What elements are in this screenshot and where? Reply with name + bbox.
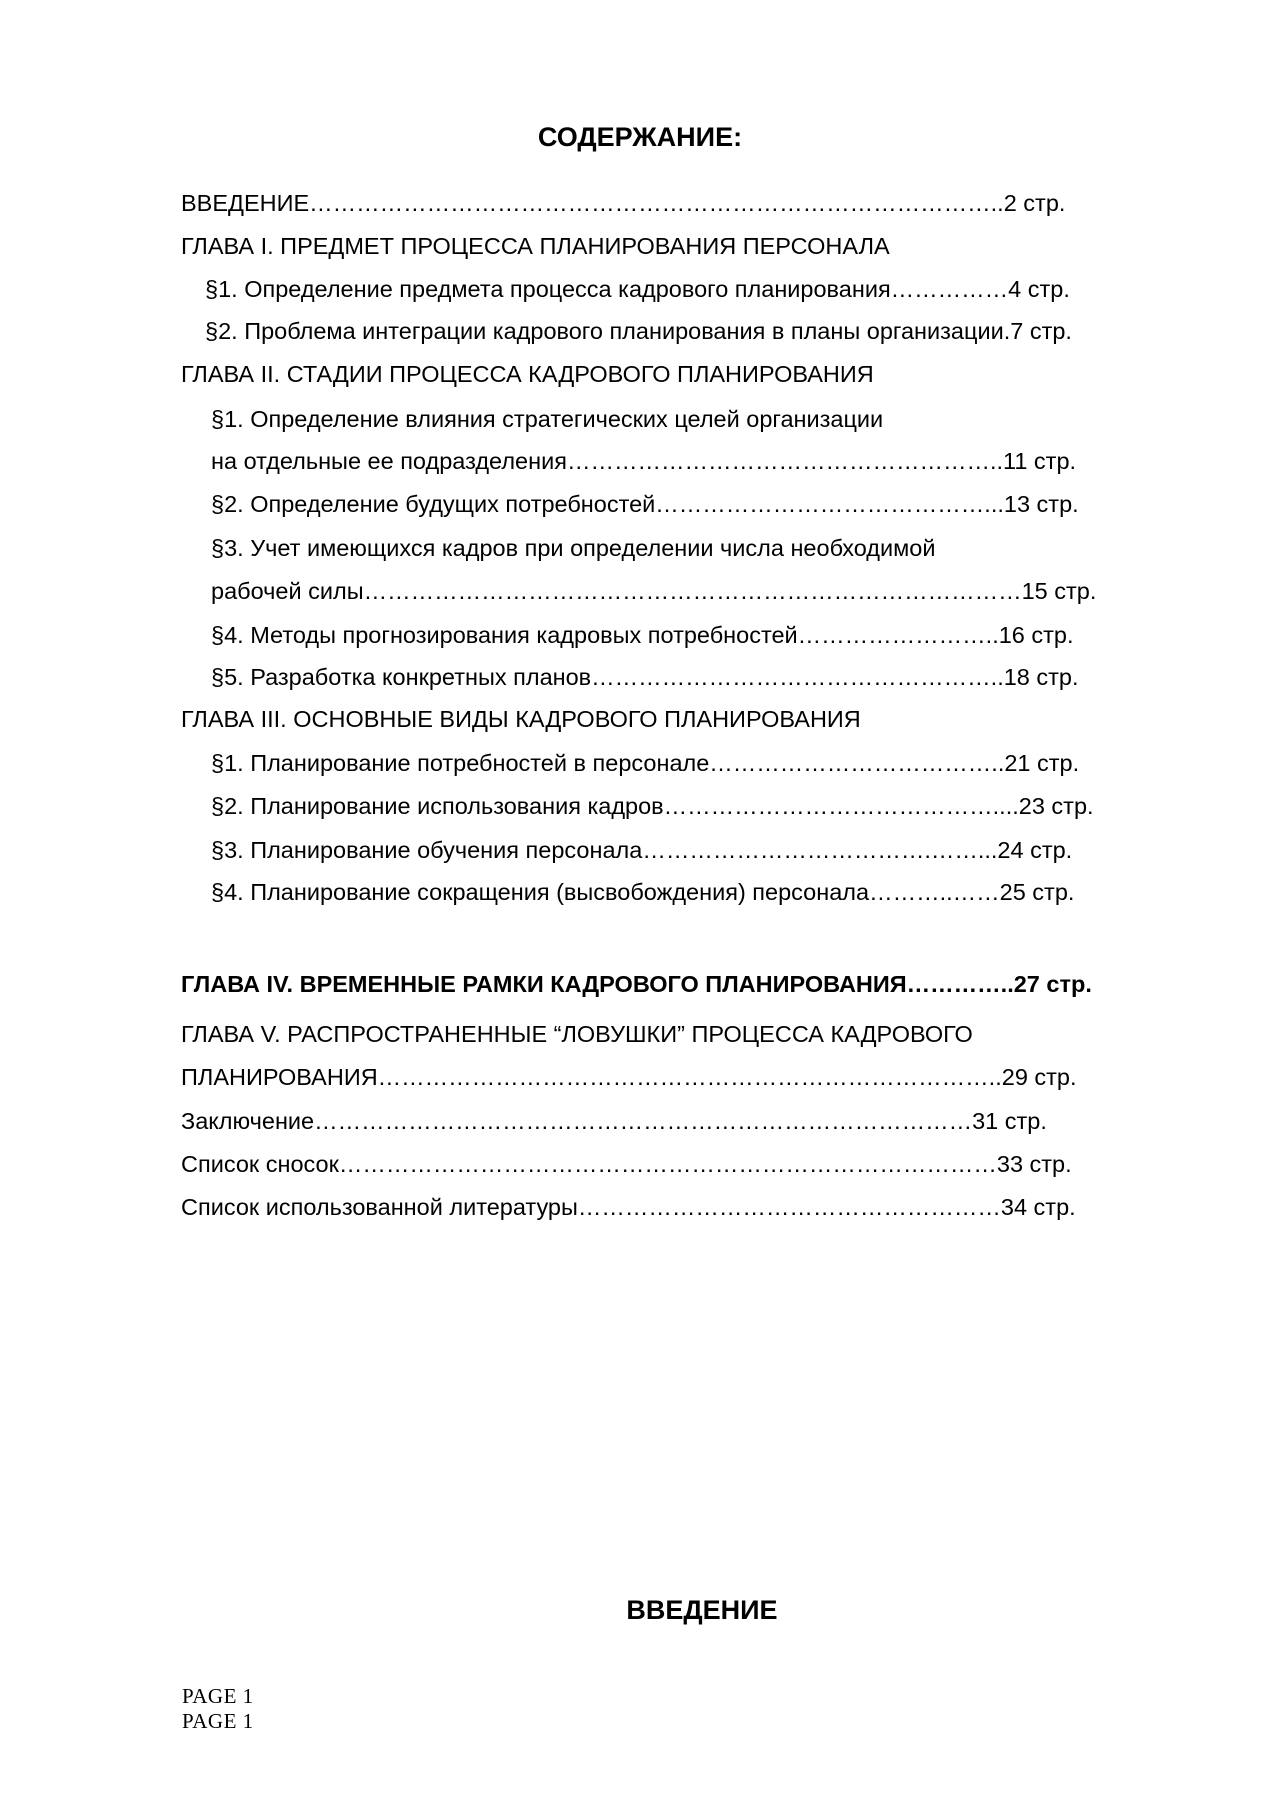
toc-chapter-5-line2: ПЛАНИРОВАНИЯ……………………………………………………………………..29 стр. — [181, 1064, 1077, 1090]
toc-chapter-1: ГЛАВА I. ПРЕДМЕТ ПРОЦЕССА ПЛАНИРОВАНИЯ ПЕРСОНАЛА — [181, 233, 890, 259]
toc-entry-2-3-line1: §3. Учет имеющихся кадров при определении числа необходимой — [211, 535, 936, 561]
toc-entry-2-4: §4. Методы прогнозирования кадровых потребностей……………………..16 стр. — [211, 622, 1074, 648]
toc-title: СОДЕРЖАНИЕ: — [537, 122, 743, 152]
toc-entry-footnotes: Список сносок…………………………………………………………………………33 стр. — [181, 1151, 1072, 1177]
page-footer-2: PAGE 1 — [182, 1709, 254, 1733]
toc-entry-2-5: §5. Разработка конкретных планов……………………………………………..18 стр. — [211, 664, 1079, 690]
toc-entry-3-1: §1. Планирование потребностей в персонале………………………………..21 стр. — [211, 750, 1080, 776]
toc-entry-3-4: §4. Планирование сокращения (высвобождения) персонала………..……25 стр. — [211, 879, 1075, 905]
toc-entry-2-2: §2. Определение будущих потребностей……………………………………...13 стр. — [211, 491, 1079, 517]
toc-entry-references: Список использованной литературы………………………………………………34 стр. — [181, 1194, 1076, 1220]
toc-entry-conclusion: Заключение…………………………………………………………………………31 стр. — [181, 1108, 1047, 1134]
page-footer-1: PAGE 1 — [182, 1684, 254, 1708]
toc-entry-3-2: §2. Планирование использования кадров……………………………………....23 стр. — [211, 793, 1094, 819]
toc-entry-1-1: §1. Определение предмета процесса кадрового планирования……………4 стр. — [205, 276, 1070, 302]
intro-heading: ВВЕДЕНИЕ — [626, 1595, 778, 1625]
toc-chapter-5-line1: ГЛАВА V. РАСПРОСТРАНЕННЫЕ “ЛОВУШКИ” ПРОЦЕССА КАДРОВОГО — [181, 1021, 973, 1047]
toc-chapter-3: ГЛАВА III. ОСНОВНЫЕ ВИДЫ КАДРОВОГО ПЛАНИРОВАНИЯ — [181, 706, 861, 732]
toc-entry-3-3: §3. Планирование обучения персонала……………………………….……...24 стр. — [211, 837, 1073, 863]
toc-chapter-2: ГЛАВА II. СТАДИИ ПРОЦЕССА КАДРОВОГО ПЛАНИРОВАНИЯ — [181, 361, 874, 387]
toc-chapter-4: ГЛАВА IV. ВРЕМЕННЫЕ РАМКИ КАДРОВОГО ПЛАНИРОВАНИЯ…………..27 стр. — [181, 971, 1092, 997]
toc-entry-2-1-line1: §1. Определение влияния стратегических целей организации — [211, 406, 884, 432]
toc-entry-2-1-line2: на отдельные ее подразделения………………………………………………..11 стр. — [211, 448, 1077, 474]
toc-entry-1-2: §2. Проблема интеграции кадрового планирования в планы организации.7 стр. — [205, 318, 1072, 344]
toc-entry-introduction: ВВЕДЕНИЕ……………………………………………………………………………..2 стр. — [181, 190, 1066, 216]
toc-entry-2-3-line2: рабочей силы…………………………………………………………………………15 стр. — [211, 578, 1097, 604]
